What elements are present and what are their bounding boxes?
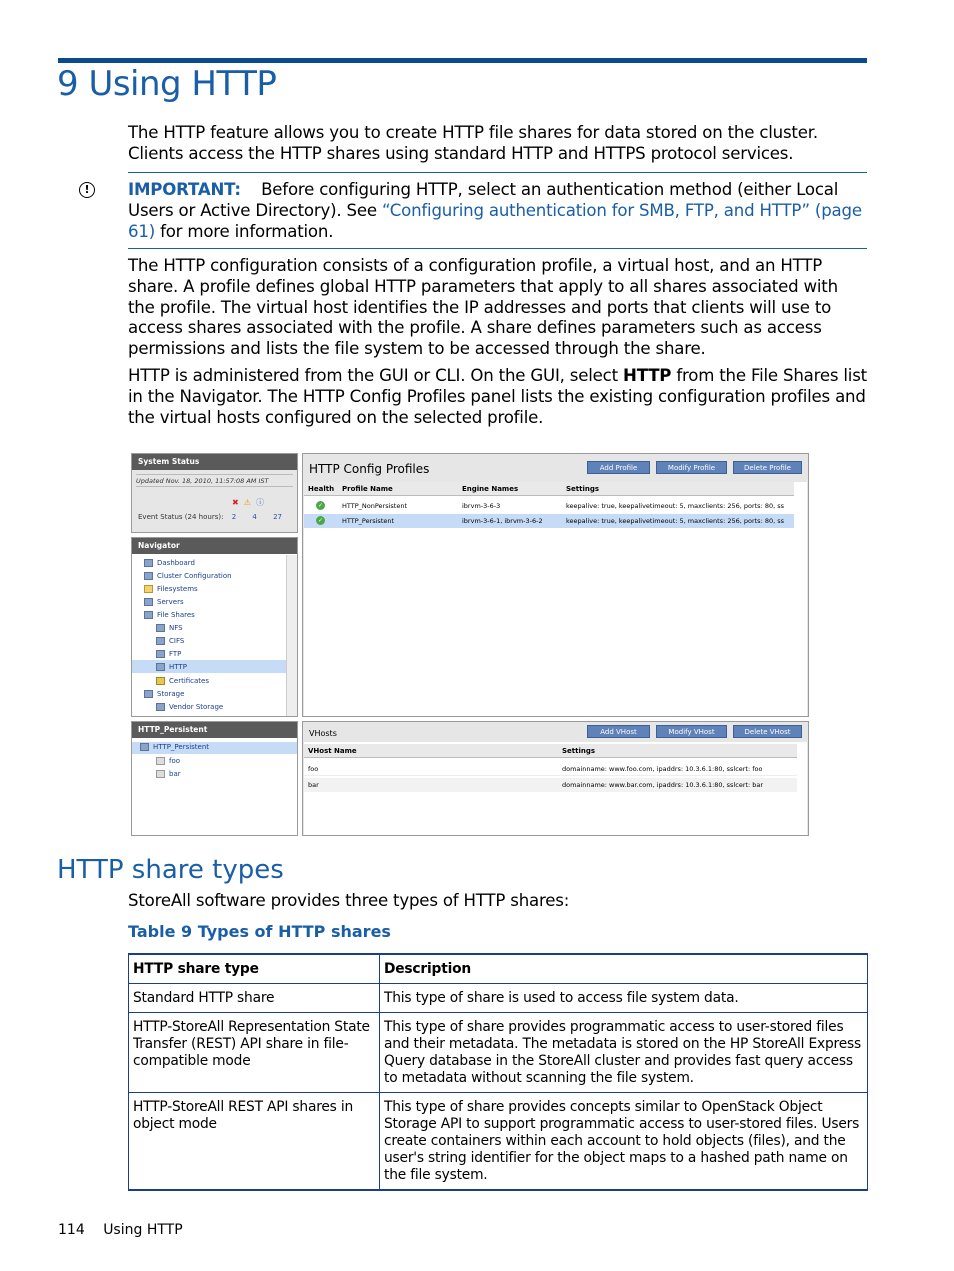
important-text-after: for more information. bbox=[155, 221, 334, 241]
profiles-table bbox=[304, 482, 807, 716]
table-row bbox=[129, 984, 868, 1013]
share-icon bbox=[156, 650, 165, 658]
table-row bbox=[129, 1093, 868, 1191]
important-rule-bottom bbox=[128, 248, 867, 249]
system-status-panel bbox=[131, 453, 298, 533]
header-description: Description bbox=[380, 954, 868, 984]
certificate-icon bbox=[156, 677, 165, 685]
delete-vhost-button[interactable]: Delete VHost bbox=[733, 725, 802, 738]
modify-vhost-button[interactable]: Modify VHost bbox=[656, 725, 727, 738]
nav-file-shares[interactable]: File Shares bbox=[144, 611, 195, 619]
profile-row-selected[interactable]: ✓ HTTP_Persistent ibrvm-3-6-1, ibrvm-3-6-2 keepalive: true, keepalivetimeout: 5, maxclients: 256, ports: 80, ss bbox=[304, 514, 794, 528]
modify-profile-button[interactable]: Modify Profile bbox=[656, 461, 727, 474]
gui-paragraph bbox=[128, 366, 868, 428]
gui-text-bold: HTTP bbox=[623, 366, 672, 385]
system-status-title: System Status bbox=[132, 454, 297, 470]
important-label: IMPORTANT: bbox=[128, 180, 241, 199]
vhosts-panel bbox=[302, 721, 809, 836]
section-intro: StoreAll software provides three types of HTTP shares: bbox=[128, 891, 570, 910]
share-icon bbox=[156, 637, 165, 645]
config-paragraph: The HTTP configuration consists of a configuration profile, a virtual host, and an HTTP share. A profile defines global HTTP parameters that apply to all shares associated with the profile. The virtual host identifies the IP addresses and ports that clients will use to access shares associated with the profile. A share defines parameters such as access permissions and lists the file system to be accessed through the share. bbox=[128, 256, 838, 359]
folder-icon bbox=[144, 585, 153, 593]
important-icon: ! bbox=[79, 182, 95, 198]
intro-paragraph: The HTTP feature allows you to create HTTP file shares for data stored on the cluster. Clients access the HTTP shares using standard HTTP and HTTPS protocol services. bbox=[128, 123, 818, 163]
important-note bbox=[128, 180, 868, 242]
vhosts-header: VHost Name Settings bbox=[304, 744, 797, 758]
chapter-title: 9 Using HTTP bbox=[57, 64, 277, 104]
nav-vendor-storage[interactable]: Vendor Storage bbox=[156, 703, 223, 711]
profiles-panel bbox=[302, 453, 809, 717]
table-caption: Table 9 Types of HTTP shares bbox=[128, 922, 391, 941]
storage-icon bbox=[144, 690, 153, 698]
nav-cluster-config[interactable]: Cluster Configuration bbox=[144, 572, 232, 580]
table-row bbox=[129, 1013, 868, 1093]
nav-servers[interactable]: Servers bbox=[144, 598, 184, 606]
add-profile-button[interactable]: Add Profile bbox=[587, 461, 650, 474]
navigator-panel bbox=[131, 537, 298, 717]
section-title: HTTP share types bbox=[57, 855, 284, 885]
nav-ftp[interactable]: FTP bbox=[156, 650, 181, 658]
cluster-icon bbox=[144, 572, 153, 580]
nav-nfs[interactable]: NFS bbox=[156, 624, 183, 632]
chapter-rule bbox=[58, 58, 867, 63]
tree-http-persistent[interactable]: HTTP_Persistent bbox=[140, 743, 209, 751]
health-ok-icon: ✓ bbox=[317, 502, 324, 509]
warning-icon: ⚠ bbox=[243, 498, 251, 507]
description-cell: This type of share provides concepts similar to OpenStack Object Storage API to support programmatic access to user-stored files. Users create containers within each account to hold objects (files), and the user's string identifier for the object maps to a hashed path name on the file system. bbox=[380, 1093, 868, 1191]
gui-screenshot bbox=[131, 453, 809, 837]
navigator-scrollbar[interactable] bbox=[286, 555, 297, 716]
nav-dashboard[interactable]: Dashboard bbox=[144, 559, 195, 567]
profile-tree-title: HTTP_Persistent bbox=[132, 722, 297, 738]
dashboard-icon bbox=[144, 559, 153, 567]
vhost-row[interactable]: bar domainname: www.bar.com, ipaddrs: 10.3.6.1:80, sslcert: bar bbox=[304, 778, 797, 792]
share-type-cell: HTTP-StoreAll Representation State Transfer (REST) API share in file-compatible mode bbox=[129, 1013, 380, 1093]
auth-link[interactable]: “Configuring authentication for SMB, FTP, and HTTP” (page 61) bbox=[128, 200, 862, 241]
page-number: 114 bbox=[58, 1222, 85, 1238]
event-status bbox=[138, 513, 282, 521]
important-rule-top bbox=[128, 172, 867, 173]
nav-storage[interactable]: Storage bbox=[144, 690, 184, 698]
http-share-types-table bbox=[128, 953, 868, 1191]
profiles-title: HTTP Config Profiles bbox=[309, 462, 430, 476]
critical-count[interactable]: 2 bbox=[231, 513, 237, 521]
footer-title: Using HTTP bbox=[103, 1222, 183, 1238]
page-footer bbox=[58, 1222, 183, 1238]
share-type-cell: Standard HTTP share bbox=[129, 984, 380, 1013]
storage-icon bbox=[156, 703, 165, 711]
event-status-label: Event Status (24 hours): bbox=[138, 513, 224, 521]
gui-text-after: from the File Shares list in the Navigator. The HTTP Config Profiles panel lists the existing configuration profiles and the virtual hosts configured on the selected profile. bbox=[128, 366, 867, 427]
profiles-header: Health Profile Name Engine Names Settings bbox=[304, 482, 794, 496]
tree-foo[interactable]: foo bbox=[156, 757, 180, 765]
warning-count[interactable]: 4 bbox=[252, 513, 257, 521]
share-type-cell: HTTP-StoreAll REST API shares in object mode bbox=[129, 1093, 380, 1191]
nav-certificates[interactable]: Certificates bbox=[156, 677, 209, 685]
delete-profile-button[interactable]: Delete Profile bbox=[733, 461, 802, 474]
share-icon bbox=[156, 663, 165, 671]
info-icon: ⓘ bbox=[256, 498, 265, 507]
nav-filesystems[interactable]: Filesystems bbox=[144, 585, 198, 593]
vhost-row[interactable]: foo domainname: www.foo.com, ipaddrs: 10.3.6.1:80, sslcert: foo bbox=[304, 762, 797, 776]
file-shares-icon bbox=[144, 611, 153, 619]
important-text-before: Before configuring HTTP, select an authentication method (either Local Users or Active Directory). See bbox=[128, 180, 839, 220]
vhost-icon bbox=[156, 757, 165, 765]
profile-tree-panel bbox=[131, 721, 298, 836]
status-icons bbox=[232, 497, 264, 508]
health-ok-icon: ✓ bbox=[317, 517, 324, 524]
table-header-row bbox=[129, 954, 868, 984]
vhost-icon bbox=[156, 770, 165, 778]
add-vhost-button[interactable]: Add VHost bbox=[587, 725, 650, 738]
header-share-type: HTTP share type bbox=[129, 954, 380, 984]
tree-bar[interactable]: bar bbox=[156, 770, 181, 778]
navigator-title: Navigator bbox=[132, 538, 297, 554]
critical-icon: ✖ bbox=[232, 498, 239, 507]
gui-text-before: HTTP is administered from the GUI or CLI. On the GUI, select bbox=[128, 366, 623, 385]
server-icon bbox=[144, 598, 153, 606]
profile-row[interactable]: ✓ HTTP_NonPersistent ibrvm-3-6-3 keepalive: true, keepalivetimeout: 5, maxclients: 256, ports: 80, ss bbox=[317, 502, 785, 510]
vhosts-title: VHosts bbox=[309, 729, 337, 738]
description-cell: This type of share provides programmatic access to user-stored files and their metadata. The metadata is stored on the HP StoreAll Express Query database in the StoreAll cluster and provides fast query access to metadata without scanning the file system. bbox=[380, 1013, 868, 1093]
description-cell: This type of share is used to access file system data. bbox=[380, 984, 868, 1013]
info-count[interactable]: 27 bbox=[273, 513, 283, 521]
nav-cifs[interactable]: CIFS bbox=[156, 637, 184, 645]
vhosts-table bbox=[304, 742, 807, 835]
nav-http[interactable]: HTTP bbox=[156, 663, 187, 671]
profile-icon bbox=[140, 743, 149, 751]
share-icon bbox=[156, 624, 165, 632]
updated-label: Updated Nov. 18, 2010, 11:57:08 AM IST bbox=[136, 474, 293, 487]
